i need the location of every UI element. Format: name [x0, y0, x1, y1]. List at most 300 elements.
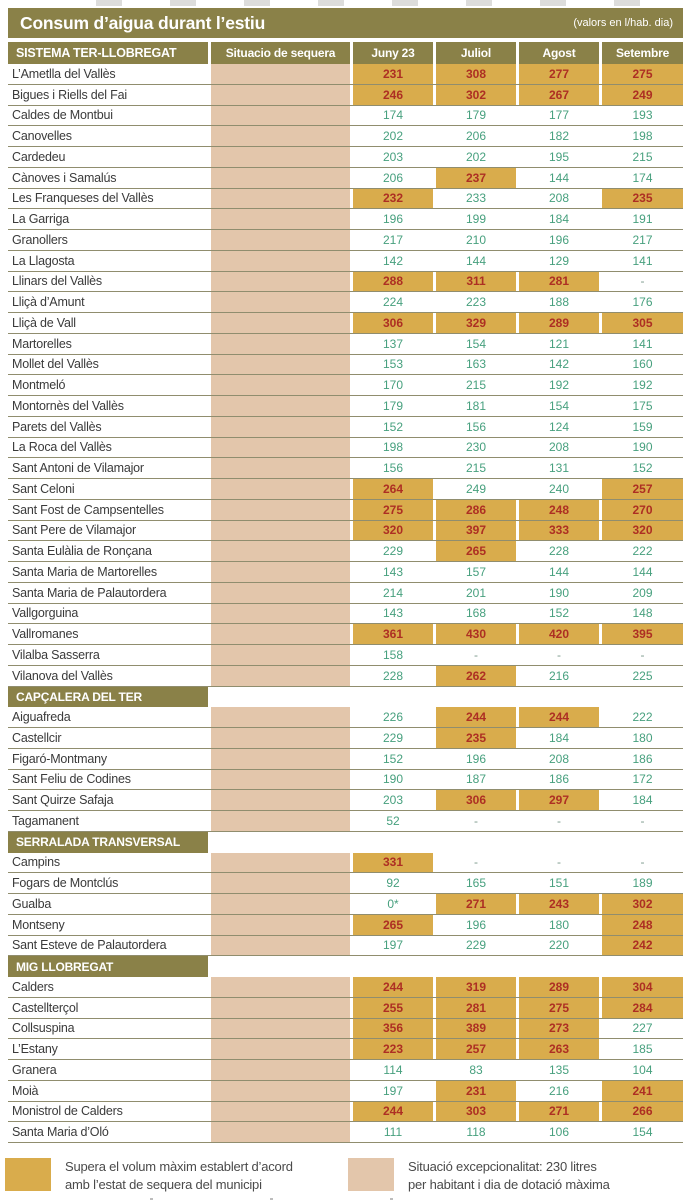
drought-status-cell [211, 189, 350, 209]
table-row [8, 1122, 683, 1143]
table-row [8, 106, 683, 127]
value-cell: 265 [436, 541, 516, 561]
table-row [8, 749, 683, 770]
value-cell: 168 [465, 606, 487, 621]
table-header-row [8, 42, 683, 64]
value-cell: 244 [436, 707, 516, 727]
value-cell: - [640, 855, 645, 870]
value-cell: 202 [465, 149, 487, 164]
table-row [8, 1019, 683, 1040]
drought-status-cell [211, 707, 350, 727]
value-cell: 208 [548, 191, 570, 206]
drought-status-cell [211, 1019, 350, 1039]
value-cell: 389 [436, 1019, 516, 1039]
table-row [8, 251, 683, 272]
legend-exceptional [348, 1158, 610, 1195]
title-bar [8, 8, 683, 38]
value-cell: 244 [353, 977, 433, 997]
drought-status-cell [211, 853, 350, 873]
value-cell: 297 [519, 790, 599, 810]
value-cell: 267 [519, 85, 599, 105]
municipality-name: Castellterçol [12, 1000, 79, 1015]
value-cell: 106 [548, 1125, 570, 1140]
column-header-july: Juliol [436, 42, 516, 64]
value-cell: 144 [632, 564, 653, 579]
municipality-name: Granollers [12, 232, 68, 247]
drought-status-cell [211, 1122, 350, 1142]
value-cell: 217 [632, 232, 653, 247]
section-label: MIG LLOBREGAT [8, 956, 208, 977]
value-cell: 243 [519, 894, 599, 914]
value-cell: 232 [353, 189, 433, 209]
value-cell: 196 [465, 751, 487, 766]
table-row [8, 707, 683, 728]
value-cell: 165 [465, 876, 487, 891]
value-cell: 199 [465, 212, 487, 227]
value-cell: 137 [382, 336, 404, 351]
municipality-name: Lliçà d’Amunt [12, 295, 85, 310]
section-header-row [8, 832, 683, 853]
table-row [8, 355, 683, 376]
value-cell: 266 [602, 1102, 683, 1122]
value-cell: 265 [353, 915, 433, 935]
table-row [8, 645, 683, 666]
value-cell: 142 [382, 253, 404, 268]
value-cell: 304 [602, 977, 683, 997]
municipality-name: Granera [12, 1062, 57, 1077]
value-cell: 257 [602, 479, 683, 499]
value-cell: - [557, 647, 561, 662]
drought-status-cell [211, 438, 350, 458]
municipality-name: Sant Fost de Campsentelles [12, 502, 164, 517]
drought-status-cell [211, 666, 350, 686]
municipality-name: L’Ametlla del Vallès [12, 66, 116, 81]
table-row [8, 1039, 683, 1060]
drought-status-cell [211, 396, 350, 416]
value-cell: - [557, 813, 561, 828]
value-cell: 184 [632, 793, 653, 808]
value-cell: 118 [466, 1125, 486, 1140]
value-cell: 114 [383, 1062, 403, 1077]
value-cell: 257 [436, 1039, 516, 1059]
legend-exceed [5, 1158, 293, 1195]
value-cell: 184 [548, 730, 570, 745]
municipality-name: Santa Maria de Martorelles [12, 564, 157, 579]
value-cell: 159 [632, 419, 653, 434]
table-row [8, 85, 683, 106]
value-cell: 224 [382, 295, 404, 310]
drought-status-cell [211, 126, 350, 146]
drought-status-cell [211, 1039, 350, 1059]
value-cell: 271 [519, 1102, 599, 1122]
table-row [8, 500, 683, 521]
value-cell: 226 [382, 710, 404, 725]
municipality-name: Canovelles [12, 129, 72, 144]
value-cell: 302 [436, 85, 516, 105]
value-cell: 154 [632, 1125, 653, 1140]
value-cell: 275 [602, 64, 683, 84]
table-row [8, 604, 683, 625]
municipality-name: Mollet del Vallès [12, 357, 99, 372]
value-cell: 189 [632, 876, 653, 891]
table-row [8, 790, 683, 811]
value-cell: 185 [632, 1042, 653, 1057]
value-cell: 246 [353, 85, 433, 105]
table-row [8, 209, 683, 230]
value-cell: 229 [382, 730, 404, 745]
value-cell: 215 [632, 149, 653, 164]
drought-status-cell [211, 749, 350, 769]
value-cell: 289 [519, 313, 599, 333]
cropped-artifact-strip [96, 0, 656, 6]
value-cell: 320 [602, 521, 683, 541]
drought-status-cell [211, 375, 350, 395]
value-cell: 131 [548, 461, 570, 476]
value-cell: 195 [548, 149, 570, 164]
value-cell: - [557, 855, 561, 870]
value-cell: - [640, 274, 645, 289]
value-cell: 152 [548, 606, 570, 621]
municipality-name: Castellcir [12, 730, 62, 745]
municipality-name: Tagamanent [12, 813, 79, 828]
municipality-name: Campins [12, 855, 60, 870]
value-cell: 152 [632, 461, 653, 476]
municipality-name: Sant Esteve de Palautordera [12, 938, 167, 953]
value-cell: 248 [602, 915, 683, 935]
value-cell: 52 [386, 813, 400, 828]
tan-swatch-icon [348, 1158, 394, 1191]
table-row [8, 541, 683, 562]
table-row [8, 458, 683, 479]
value-cell: 121 [548, 336, 570, 351]
value-cell: 210 [465, 232, 487, 247]
drought-status-cell [211, 521, 350, 541]
drought-status-cell [211, 977, 350, 997]
legend-exceed-text [65, 1158, 293, 1195]
value-cell: 184 [548, 212, 570, 227]
drought-status-cell [211, 417, 350, 437]
drought-status-cell [211, 894, 350, 914]
value-cell: 223 [465, 295, 487, 310]
table-row [8, 313, 683, 334]
value-cell: 228 [382, 668, 404, 683]
value-cell: 264 [353, 479, 433, 499]
municipality-name: Caldes de Montbui [12, 108, 113, 123]
drought-status-cell [211, 936, 350, 956]
table-row [8, 998, 683, 1019]
value-cell: 196 [548, 232, 570, 247]
value-cell: 180 [548, 917, 570, 932]
value-cell: 229 [465, 938, 487, 953]
value-cell: 151 [548, 876, 570, 891]
value-cell: 141 [632, 336, 653, 351]
table-row [8, 479, 683, 500]
value-cell: 289 [519, 977, 599, 997]
municipality-name: Santa Maria d’Oló [12, 1125, 109, 1140]
value-cell: 186 [548, 772, 570, 787]
value-cell: 216 [548, 668, 570, 683]
drought-status-cell [211, 624, 350, 644]
municipality-name: Calders [12, 979, 54, 994]
table-row [8, 1081, 683, 1102]
table-row [8, 230, 683, 251]
municipality-name: Montornès del Vallès [12, 398, 124, 413]
drought-status-cell [211, 209, 350, 229]
table-row [8, 64, 683, 85]
table-row [8, 334, 683, 355]
value-cell: 275 [353, 500, 433, 520]
drought-status-cell [211, 770, 350, 790]
table-row [8, 562, 683, 583]
drought-status-cell [211, 1060, 350, 1080]
value-cell: 143 [382, 606, 404, 621]
column-header-system: SISTEMA TER-LLOBREGAT [8, 42, 208, 64]
value-cell: 135 [548, 1062, 570, 1077]
value-cell: 160 [632, 357, 653, 372]
drought-status-cell [211, 645, 350, 665]
value-cell: 203 [382, 149, 404, 164]
drought-status-cell [211, 479, 350, 499]
value-cell: 181 [465, 398, 487, 413]
value-cell: 277 [519, 64, 599, 84]
municipality-name: L’Estany [12, 1042, 58, 1057]
table-row [8, 147, 683, 168]
municipality-name: Monistrol de Calders [12, 1104, 123, 1119]
municipality-name: Sant Pere de Vilamajor [12, 523, 136, 538]
units-note: (valors en l/hab. dia) [573, 17, 673, 29]
municipality-name: Sant Celoni [12, 481, 75, 496]
section-label: SERRALADA TRANSVERSAL [8, 832, 208, 853]
drought-status-cell [211, 541, 350, 561]
value-cell: 201 [465, 585, 487, 600]
value-cell: 179 [382, 398, 404, 413]
municipality-name: Bigues i Riells del Fai [12, 87, 127, 102]
section-header-row [8, 687, 683, 708]
value-cell: 198 [382, 440, 404, 455]
municipality-name: Vilalba Sasserra [12, 647, 100, 662]
drought-status-cell [211, 147, 350, 167]
value-cell: 92 [386, 876, 400, 891]
value-cell: 222 [632, 544, 653, 559]
value-cell: 235 [436, 728, 516, 748]
table-row [8, 915, 683, 936]
table-row [8, 168, 683, 189]
table-body [8, 64, 683, 1143]
value-cell: 420 [519, 624, 599, 644]
municipality-name: La Roca del Vallès [12, 440, 112, 455]
value-cell: 206 [465, 129, 487, 144]
value-cell: 154 [548, 398, 570, 413]
value-cell: 233 [465, 191, 487, 206]
table-row [8, 396, 683, 417]
value-cell: 275 [519, 998, 599, 1018]
table-row [8, 811, 683, 832]
value-cell: 196 [465, 917, 487, 932]
value-cell: 144 [548, 170, 570, 185]
drought-status-cell [211, 583, 350, 603]
value-cell: 231 [436, 1081, 516, 1101]
value-cell: 331 [353, 853, 433, 873]
table-row [8, 624, 683, 645]
value-cell: 111 [383, 1125, 403, 1140]
value-cell: 154 [465, 336, 487, 351]
drought-status-cell [211, 272, 350, 292]
value-cell: 270 [602, 500, 683, 520]
value-cell: 142 [548, 357, 570, 372]
municipality-name: Montmeló [12, 378, 66, 393]
value-cell: 174 [382, 108, 404, 123]
value-cell: 244 [519, 707, 599, 727]
value-cell: 223 [353, 1039, 433, 1059]
value-cell: 235 [602, 189, 683, 209]
column-header-drought: Situacio de sequera [211, 42, 350, 64]
table-row [8, 189, 683, 210]
value-cell: 320 [353, 521, 433, 541]
value-cell: 186 [632, 751, 653, 766]
municipality-name: Les Franqueses del Vallès [12, 191, 154, 206]
value-cell: 271 [436, 894, 516, 914]
value-cell: 153 [382, 357, 404, 372]
value-cell: 188 [548, 295, 570, 310]
table-row [8, 438, 683, 459]
municipality-name: Martorelles [12, 336, 72, 351]
drought-status-cell [211, 604, 350, 624]
drought-status-cell [211, 251, 350, 271]
table-row [8, 375, 683, 396]
value-cell: 129 [548, 253, 570, 268]
table-row [8, 1060, 683, 1081]
value-cell: 170 [382, 378, 404, 393]
value-cell: 263 [519, 1039, 599, 1059]
drought-status-cell [211, 998, 350, 1018]
value-cell: 228 [548, 544, 570, 559]
value-cell: - [640, 813, 645, 828]
drought-status-cell [211, 458, 350, 478]
municipality-name: Fogars de Montclús [12, 876, 119, 891]
value-cell: 152 [382, 419, 404, 434]
value-cell: 187 [465, 772, 487, 787]
value-cell: 249 [465, 481, 487, 496]
value-cell: 144 [465, 253, 487, 268]
value-cell: 215 [465, 378, 487, 393]
drought-status-cell [211, 915, 350, 935]
value-cell: 156 [465, 419, 487, 434]
drought-status-cell [211, 292, 350, 312]
municipality-name: Aiguafreda [12, 710, 71, 725]
value-cell: 175 [632, 398, 653, 413]
value-cell: 303 [436, 1102, 516, 1122]
municipality-name: La Llagosta [12, 253, 75, 268]
value-cell: 215 [465, 461, 487, 476]
value-cell: 214 [382, 585, 404, 600]
drought-status-cell [211, 355, 350, 375]
value-cell: 144 [548, 564, 570, 579]
municipality-name: La Garriga [12, 212, 70, 227]
drought-status-cell [211, 168, 350, 188]
value-cell: 284 [602, 998, 683, 1018]
drought-status-cell [211, 562, 350, 582]
value-cell: 225 [632, 668, 653, 683]
value-cell: 397 [436, 521, 516, 541]
table-row [8, 1102, 683, 1123]
value-cell: 281 [436, 998, 516, 1018]
municipality-name: Sant Feliu de Codines [12, 772, 131, 787]
value-cell: 196 [382, 212, 404, 227]
municipality-name: Collsuspina [12, 1021, 75, 1036]
municipality-name: Vilanova del Vallès [12, 668, 113, 683]
value-cell: 209 [632, 585, 653, 600]
value-cell: 281 [519, 272, 599, 292]
value-cell: 222 [632, 710, 653, 725]
municipality-name: Cànoves i Samalús [12, 170, 117, 185]
value-cell: 192 [632, 378, 653, 393]
value-cell: 156 [382, 461, 404, 476]
value-cell: 240 [548, 481, 570, 496]
value-cell: 262 [436, 666, 516, 686]
value-cell: 152 [382, 751, 404, 766]
municipality-name: Cardedeu [12, 149, 66, 164]
value-cell: 288 [353, 272, 433, 292]
value-cell: 311 [436, 272, 516, 292]
table-row [8, 853, 683, 874]
section-label: CAPÇALERA DEL TER [8, 687, 208, 708]
value-cell: 143 [382, 564, 404, 579]
value-cell: 241 [602, 1081, 683, 1101]
municipality-name: Santa Eulàlia de Ronçana [12, 544, 152, 559]
legend-exceed-line1: Supera el volum màxim establert d’acord [65, 1159, 293, 1174]
value-cell: 361 [353, 624, 433, 644]
value-cell: 197 [382, 938, 404, 953]
value-cell: 193 [632, 108, 653, 123]
value-cell: 333 [519, 521, 599, 541]
table-row [8, 728, 683, 749]
value-cell: 220 [548, 938, 570, 953]
drought-status-cell [211, 106, 350, 126]
value-cell: 197 [382, 1083, 404, 1098]
value-cell: 192 [548, 378, 570, 393]
value-cell: 172 [632, 772, 653, 787]
table-row [8, 583, 683, 604]
value-cell: 395 [602, 624, 683, 644]
column-header-september: Setembre [602, 42, 683, 64]
municipality-name: Parets del Vallès [12, 419, 102, 434]
value-cell: 430 [436, 624, 516, 644]
value-cell: 174 [632, 170, 653, 185]
value-cell: 286 [436, 500, 516, 520]
value-cell: 306 [353, 313, 433, 333]
value-cell: - [474, 855, 478, 870]
table-row [8, 272, 683, 293]
value-cell: 190 [382, 772, 404, 787]
drought-status-cell [211, 500, 350, 520]
value-cell: 255 [353, 998, 433, 1018]
municipality-name: Llinars del Vallès [12, 274, 102, 289]
legend-exceed-line2: amb l’estat de sequera del municipi [65, 1177, 262, 1193]
value-cell: 208 [548, 751, 570, 766]
value-cell: 273 [519, 1019, 599, 1039]
value-cell: 206 [382, 170, 404, 185]
value-cell: 190 [548, 585, 570, 600]
value-cell: 308 [436, 64, 516, 84]
value-cell: 231 [353, 64, 433, 84]
value-cell: 157 [465, 564, 487, 579]
value-cell: 190 [632, 440, 653, 455]
drought-status-cell [211, 64, 350, 84]
value-cell: 306 [436, 790, 516, 810]
value-cell: 177 [548, 108, 570, 123]
municipality-name: Gualba [12, 896, 52, 911]
value-cell: 216 [548, 1083, 570, 1098]
